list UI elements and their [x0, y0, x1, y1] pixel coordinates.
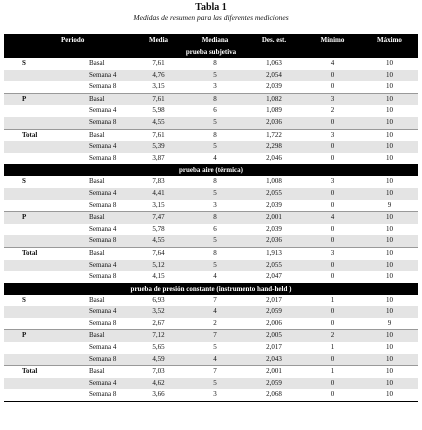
cell-maximo: 10	[361, 354, 418, 366]
cell-maximo: 10	[361, 247, 418, 259]
cell-periodo: Semana 4	[59, 105, 131, 117]
cell-group	[4, 200, 59, 212]
cell-desest: 1,008	[244, 176, 304, 188]
cell-minimo: 0	[304, 141, 361, 153]
cell-media: 3,87	[131, 153, 186, 165]
cell-media: 5,12	[131, 260, 186, 272]
cell-mediana: 6	[186, 105, 244, 117]
cell-media: 4,62	[131, 378, 186, 390]
cell-minimo: 0	[304, 378, 361, 390]
cell-maximo: 10	[361, 117, 418, 129]
cell-periodo: Semana 8	[59, 389, 131, 401]
cell-group	[4, 141, 59, 153]
col-header-desest: Des. est.	[244, 34, 304, 46]
cell-desest: 2,059	[244, 306, 304, 318]
cell-media: 4,55	[131, 235, 186, 247]
cell-media: 4,41	[131, 188, 186, 200]
cell-mediana: 8	[186, 58, 244, 70]
cell-maximo: 10	[361, 389, 418, 401]
cell-group: S	[4, 295, 59, 307]
section-header-row	[4, 46, 418, 58]
cell-media: 7,03	[131, 366, 186, 378]
cell-mediana: 5	[186, 235, 244, 247]
cell-desest: 2,055	[244, 260, 304, 272]
cell-periodo: Basal	[59, 247, 131, 259]
cell-minimo: 0	[304, 188, 361, 200]
cell-group	[4, 342, 59, 354]
cell-periodo: Semana 8	[59, 200, 131, 212]
cell-group: P	[4, 330, 59, 342]
cell-maximo: 10	[361, 58, 418, 70]
cell-media: 4,76	[131, 70, 186, 82]
cell-mediana: 7	[186, 295, 244, 307]
cell-mediana: 8	[186, 129, 244, 141]
cell-desest: 2,039	[244, 81, 304, 93]
cell-minimo: 3	[304, 129, 361, 141]
col-header-minimo: Mínimo	[304, 34, 361, 46]
cell-desest: 2,001	[244, 366, 304, 378]
cell-periodo: Basal	[59, 93, 131, 105]
table-row	[4, 378, 418, 390]
cell-media: 7,12	[131, 330, 186, 342]
table-row	[4, 129, 418, 141]
cell-maximo: 10	[361, 141, 418, 153]
cell-group	[4, 188, 59, 200]
cell-minimo: 0	[304, 70, 361, 82]
cell-maximo: 9	[361, 200, 418, 212]
cell-desest: 2,059	[244, 378, 304, 390]
cell-periodo: Semana 8	[59, 117, 131, 129]
table-row	[4, 93, 418, 105]
cell-maximo: 10	[361, 366, 418, 378]
cell-desest: 2,047	[244, 271, 304, 283]
cell-group	[4, 224, 59, 236]
cell-minimo: 0	[304, 235, 361, 247]
cell-desest: 2,006	[244, 318, 304, 330]
cell-desest: 2,036	[244, 235, 304, 247]
cell-mediana: 8	[186, 212, 244, 224]
cell-maximo: 10	[361, 188, 418, 200]
table-row	[4, 117, 418, 129]
table-row	[4, 81, 418, 93]
table-row	[4, 389, 418, 401]
summary-table	[4, 34, 418, 402]
table-row	[4, 200, 418, 212]
cell-maximo: 10	[361, 342, 418, 354]
cell-media: 7,61	[131, 58, 186, 70]
cell-media: 4,55	[131, 117, 186, 129]
cell-group: Total	[4, 366, 59, 378]
cell-mediana: 5	[186, 117, 244, 129]
cell-maximo: 10	[361, 235, 418, 247]
cell-media: 3,15	[131, 200, 186, 212]
cell-maximo: 10	[361, 295, 418, 307]
cell-media: 7,83	[131, 176, 186, 188]
cell-maximo: 10	[361, 306, 418, 318]
cell-minimo: 0	[304, 117, 361, 129]
cell-media: 4,15	[131, 271, 186, 283]
cell-media: 7,61	[131, 93, 186, 105]
cell-periodo: Basal	[59, 295, 131, 307]
section-header-row	[4, 283, 418, 295]
cell-minimo: 0	[304, 306, 361, 318]
cell-maximo: 10	[361, 260, 418, 272]
table-row	[4, 58, 418, 70]
cell-minimo: 0	[304, 224, 361, 236]
section-title: prueba aire (térmica)	[4, 164, 418, 176]
cell-mediana: 5	[186, 70, 244, 82]
cell-periodo: Semana 4	[59, 141, 131, 153]
cell-maximo: 10	[361, 212, 418, 224]
cell-periodo: Semana 8	[59, 153, 131, 165]
cell-mediana: 3	[186, 81, 244, 93]
cell-periodo: Basal	[59, 176, 131, 188]
section-title: prueba subjetiva	[4, 46, 418, 58]
table-row	[4, 224, 418, 236]
cell-mediana: 7	[186, 330, 244, 342]
cell-group: Total	[4, 247, 59, 259]
cell-minimo: 1	[304, 295, 361, 307]
header-row	[4, 34, 418, 46]
cell-minimo: 0	[304, 153, 361, 165]
cell-minimo: 0	[304, 271, 361, 283]
cell-maximo: 10	[361, 176, 418, 188]
cell-periodo: Basal	[59, 212, 131, 224]
cell-group	[4, 260, 59, 272]
cell-desest: 1,913	[244, 247, 304, 259]
table-row	[4, 153, 418, 165]
cell-media: 4,59	[131, 354, 186, 366]
table-row	[4, 235, 418, 247]
cell-group	[4, 354, 59, 366]
cell-group	[4, 235, 59, 247]
cell-minimo: 4	[304, 212, 361, 224]
cell-group	[4, 81, 59, 93]
cell-group: S	[4, 176, 59, 188]
cell-media: 3,52	[131, 306, 186, 318]
cell-maximo: 10	[361, 224, 418, 236]
cell-minimo: 1	[304, 342, 361, 354]
cell-maximo: 10	[361, 70, 418, 82]
cell-desest: 2,001	[244, 212, 304, 224]
cell-group	[4, 153, 59, 165]
cell-group	[4, 105, 59, 117]
cell-minimo: 3	[304, 93, 361, 105]
col-header-periodo: Periodo	[59, 34, 131, 46]
cell-mediana: 7	[186, 366, 244, 378]
cell-media: 7,61	[131, 129, 186, 141]
cell-group: S	[4, 58, 59, 70]
cell-periodo: Basal	[59, 366, 131, 378]
table-row	[4, 176, 418, 188]
cell-maximo: 10	[361, 105, 418, 117]
cell-mediana: 6	[186, 224, 244, 236]
col-header-media: Media	[131, 34, 186, 46]
cell-maximo: 10	[361, 129, 418, 141]
cell-minimo: 3	[304, 247, 361, 259]
cell-desest: 2,043	[244, 354, 304, 366]
cell-media: 5,78	[131, 224, 186, 236]
cell-media: 3,66	[131, 389, 186, 401]
table-row	[4, 70, 418, 82]
col-header-mediana: Mediana	[186, 34, 244, 46]
cell-media: 7,64	[131, 247, 186, 259]
table-subtitle: Medidas de resumen para las diferentes mediciones	[133, 13, 289, 22]
cell-desest: 2,068	[244, 389, 304, 401]
table-row	[4, 318, 418, 330]
cell-desest: 2,036	[244, 117, 304, 129]
cell-media: 7,47	[131, 212, 186, 224]
table-row	[4, 330, 418, 342]
cell-media: 2,67	[131, 318, 186, 330]
cell-group	[4, 378, 59, 390]
cell-maximo: 9	[361, 318, 418, 330]
cell-mediana: 4	[186, 271, 244, 283]
table-title: Tabla 1	[195, 2, 227, 13]
cell-group	[4, 318, 59, 330]
table-row	[4, 342, 418, 354]
cell-maximo: 10	[361, 271, 418, 283]
cell-periodo: Basal	[59, 330, 131, 342]
cell-mediana: 5	[186, 342, 244, 354]
cell-maximo: 10	[361, 330, 418, 342]
cell-mediana: 5	[186, 141, 244, 153]
cell-minimo: 2	[304, 330, 361, 342]
cell-minimo: 1	[304, 366, 361, 378]
cell-desest: 2,017	[244, 342, 304, 354]
cell-periodo: Semana 4	[59, 70, 131, 82]
col-header-group	[4, 34, 59, 46]
cell-minimo: 0	[304, 354, 361, 366]
cell-periodo: Semana 8	[59, 318, 131, 330]
cell-desest: 1,722	[244, 129, 304, 141]
col-header-maximo: Máximo	[361, 34, 418, 46]
table-row	[4, 354, 418, 366]
cell-desest: 2,039	[244, 200, 304, 212]
cell-mediana: 8	[186, 247, 244, 259]
table-row	[4, 212, 418, 224]
cell-mediana: 8	[186, 176, 244, 188]
cell-periodo: Semana 4	[59, 260, 131, 272]
cell-desest: 2,054	[244, 70, 304, 82]
cell-group	[4, 271, 59, 283]
cell-minimo: 0	[304, 200, 361, 212]
cell-minimo: 0	[304, 81, 361, 93]
cell-mediana: 4	[186, 153, 244, 165]
cell-mediana: 4	[186, 354, 244, 366]
cell-maximo: 10	[361, 153, 418, 165]
cell-maximo: 10	[361, 93, 418, 105]
cell-minimo: 3	[304, 176, 361, 188]
section-title: prueba de presión constante (instrumento hand-held )	[4, 283, 418, 295]
cell-minimo: 4	[304, 58, 361, 70]
table-row	[4, 306, 418, 318]
cell-mediana: 5	[186, 260, 244, 272]
cell-group	[4, 70, 59, 82]
cell-media: 5,39	[131, 141, 186, 153]
cell-group	[4, 306, 59, 318]
table-row	[4, 247, 418, 259]
table-row	[4, 271, 418, 283]
cell-media: 3,15	[131, 81, 186, 93]
cell-maximo: 10	[361, 378, 418, 390]
cell-desest: 2,298	[244, 141, 304, 153]
cell-periodo: Semana 4	[59, 378, 131, 390]
cell-group	[4, 389, 59, 401]
section-header-row	[4, 164, 418, 176]
table-row	[4, 188, 418, 200]
cell-periodo: Basal	[59, 129, 131, 141]
cell-periodo: Semana 8	[59, 271, 131, 283]
cell-minimo: 0	[304, 318, 361, 330]
cell-desest: 1,063	[244, 58, 304, 70]
table-row	[4, 260, 418, 272]
table-row	[4, 295, 418, 307]
cell-desest: 2,039	[244, 224, 304, 236]
cell-desest: 2,055	[244, 188, 304, 200]
cell-mediana: 5	[186, 188, 244, 200]
cell-minimo: 0	[304, 389, 361, 401]
cell-mediana: 5	[186, 378, 244, 390]
cell-media: 5,98	[131, 105, 186, 117]
cell-periodo: Semana 4	[59, 224, 131, 236]
cell-group: P	[4, 212, 59, 224]
cell-periodo: Semana 4	[59, 306, 131, 318]
cell-mediana: 2	[186, 318, 244, 330]
cell-mediana: 8	[186, 93, 244, 105]
table-body	[4, 46, 418, 402]
cell-periodo: Semana 8	[59, 235, 131, 247]
cell-desest: 1,089	[244, 105, 304, 117]
cell-periodo: Semana 8	[59, 81, 131, 93]
table-row	[4, 141, 418, 153]
cell-periodo: Semana 4	[59, 188, 131, 200]
table-row	[4, 366, 418, 378]
cell-desest: 2,046	[244, 153, 304, 165]
cell-minimo: 0	[304, 260, 361, 272]
cell-maximo: 10	[361, 81, 418, 93]
cell-group	[4, 117, 59, 129]
cell-mediana: 3	[186, 389, 244, 401]
cell-desest: 2,005	[244, 330, 304, 342]
cell-media: 5,65	[131, 342, 186, 354]
cell-mediana: 4	[186, 306, 244, 318]
cell-mediana: 3	[186, 200, 244, 212]
cell-periodo: Semana 4	[59, 342, 131, 354]
cell-periodo: Basal	[59, 58, 131, 70]
cell-desest: 1,082	[244, 93, 304, 105]
cell-media: 6,93	[131, 295, 186, 307]
cell-group: Total	[4, 129, 59, 141]
cell-minimo: 2	[304, 105, 361, 117]
cell-group: P	[4, 93, 59, 105]
table-row	[4, 105, 418, 117]
cell-periodo: Semana 8	[59, 354, 131, 366]
cell-desest: 2,017	[244, 295, 304, 307]
